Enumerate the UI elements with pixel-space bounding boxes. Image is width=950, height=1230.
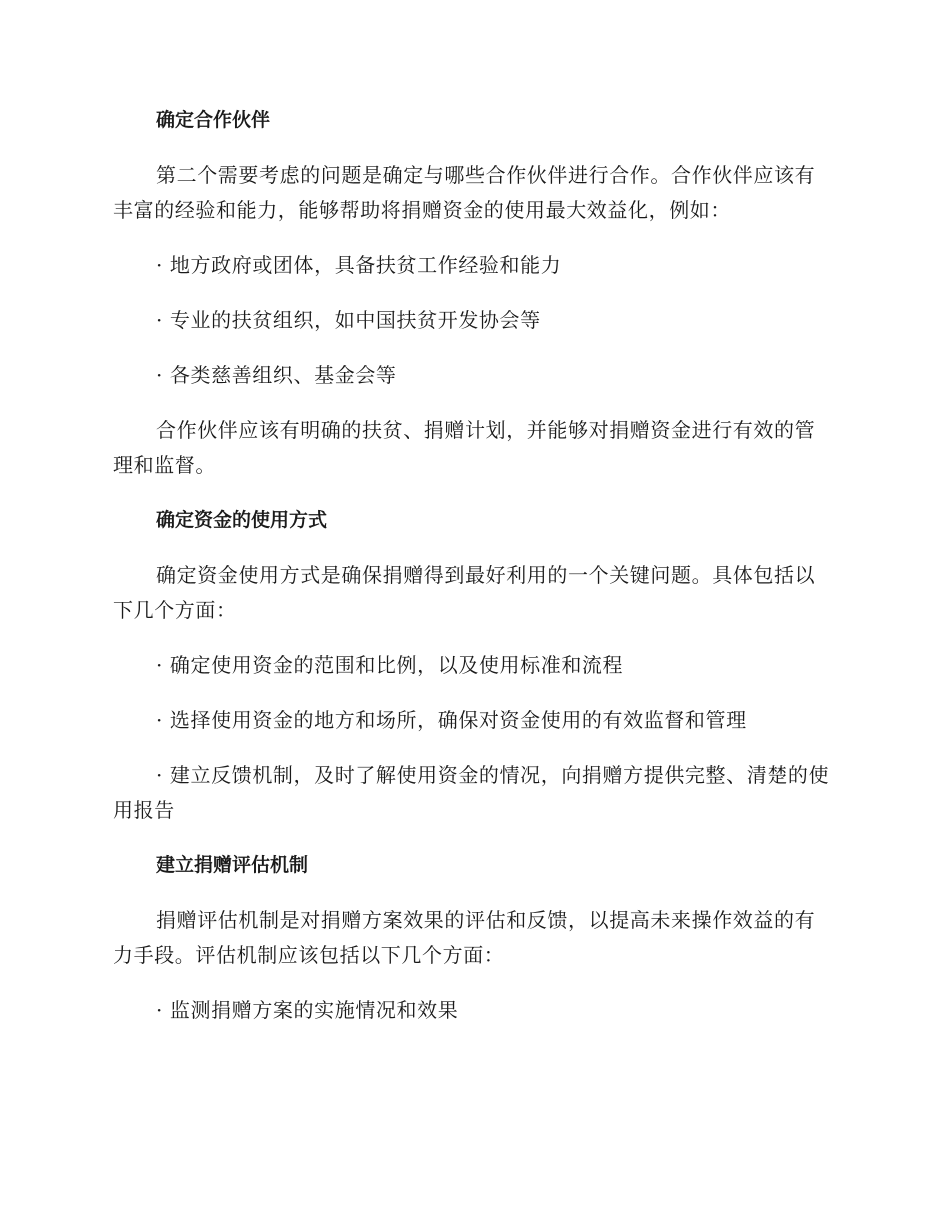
paragraph: 第二个需要考虑的问题是确定与哪些合作伙伴进行合作。合作伙伴应该有丰富的经验和能力，能够帮助将捐赠资金的使用最大效益化，例如： xyxy=(113,163,816,222)
bullet-item: · 监测捐赠方案的实施情况和效果 xyxy=(156,998,459,1022)
paragraph: 捐赠评估机制是对捐赠方案效果的评估和反馈，以提高未来操作效益的有力手段。评估机制应该包括以下几个方面： xyxy=(113,908,816,967)
bullet-item: · 建立反馈机制，及时了解使用资金的情况，向捐赠方提供完整、清楚的使用报告 xyxy=(113,763,830,822)
bullet-item: · 选择使用资金的地方和场所，确保对资金使用的有效监督和管理 xyxy=(156,708,747,732)
section-heading: 建立捐赠评估机制 xyxy=(156,854,309,876)
paragraph: 合作伙伴应该有明确的扶贫、捐赠计划，并能够对捐赠资金进行有效的管理和监督。 xyxy=(113,418,816,477)
bullet-item: · 地方政府或团体，具备扶贫工作经验和能力 xyxy=(156,253,562,277)
section-heading: 确定资金的使用方式 xyxy=(156,509,328,531)
document-body xyxy=(113,103,833,1048)
bullet-item: · 各类慈善组织、基金会等 xyxy=(156,363,397,387)
bullet-item: · 专业的扶贫组织，如中国扶贫开发协会等 xyxy=(156,308,541,332)
section-heading: 确定合作伙伴 xyxy=(156,109,271,131)
bullet-item: · 确定使用资金的范围和比例，以及使用标准和流程 xyxy=(156,653,624,677)
paragraph: 确定资金使用方式是确保捐赠得到最好利用的一个关键问题。具体包括以下几个方面： xyxy=(113,563,816,622)
